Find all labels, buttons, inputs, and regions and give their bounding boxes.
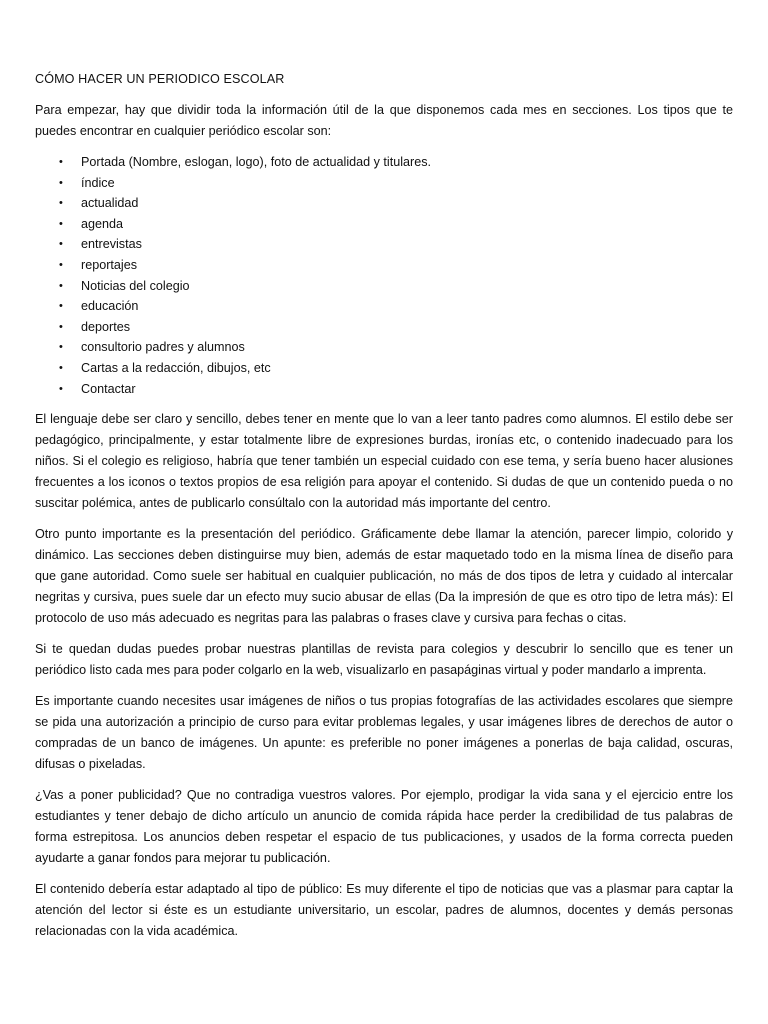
bullet-icon: • [59,197,63,210]
list-item [35,337,733,358]
presentation-paragraph: Otro punto importante es la presentación del periódico. Gráficamente debe llamar la atención, parecer limpio, colorido y dinámico. Las secciones deben distinguirse muy bien, además de estar maquetado todo en la misma línea de diseño para que gane autoridad. Como suele ser habitual en cualquier publicación, no más de dos tipos de letra y cuidado al intercalar negritas y cursiva, pues suele dar un efecto muy sucio abusar de ellas (Da la impresión de que es otro tipo de letra más): El protocolo de uso más adecuado es negritas para las palabras o frases clave y cursiva para fechas o citas. [35,527,733,626]
list-item-label: deportes [81,319,131,334]
list-item-label: consultorio padres y alumnos [81,340,245,355]
list-item [35,276,733,297]
templates-paragraph: Si te quedan dudas puedes probar nuestras plantillas de revista para colegios y descubrir lo sencillo que es tener un periódico listo cada mes para poder colgarlo en la web, visualizarlo en pasapáginas virtual y poder mandarlo a imprenta. [35,642,733,678]
list-item [35,379,733,400]
bullet-icon: • [59,258,63,271]
list-item-label: índice [81,175,115,190]
list-item-label: entrevistas [81,237,142,252]
list-item [35,255,733,276]
bullet-icon: • [59,176,63,189]
document-title: CÓMO HACER UN PERIODICO ESCOLAR [35,72,285,86]
bullet-icon: • [59,217,63,230]
intro-paragraph: Para empezar, hay que dividir toda la información útil de la que disponemos cada mes en secciones. Los tipos que te puedes encontrar en cualquier periódico escolar son: [35,103,733,138]
bullet-icon: • [59,361,63,374]
list-item [35,152,733,173]
bullet-icon: • [59,320,63,333]
audience-paragraph: El contenido debería estar adaptado al tipo de público: Es muy diferente el tipo de noticias que vas a plasmar para captar la atención del lector si éste es un estudiante universitario, un escolar, padres de alumnos, docentes y demás personas relacionadas con la vida académica. [35,882,733,939]
list-item-label: reportajes [81,257,138,272]
bullet-icon: • [59,156,63,168]
list-item [35,358,733,379]
document-body [35,69,733,952]
list-item-label: educación [81,299,139,314]
list-item-label: Cartas a la redacción, dibujos, etc [81,360,271,375]
bullet-icon: • [59,341,63,354]
bullet-icon: • [59,279,63,292]
list-item-label: actualidad [81,196,139,211]
bullet-icon: • [59,238,63,251]
list-item [35,173,733,194]
list-item-label: agenda [81,216,124,231]
list-item [35,214,733,235]
list-item [35,296,733,317]
list-item [35,234,733,255]
list-item-label: Contactar [81,381,136,396]
bullet-icon: • [59,382,63,395]
list-item [35,193,733,214]
sections-list [35,152,733,399]
images-paragraph: Es importante cuando necesites usar imágenes de niños o tus propias fotografías de las actividades escolares que siempre se pida una autorización a principio de curso para evitar problemas legales, y usar imágenes libres de derechos de autor o compradas de un banco de imágenes. Un apunte: es preferible no poner imágenes a ponerlas de baja calidad, oscuras, difusas o pixeladas. [35,694,733,772]
list-item-label: Portada (Nombre, eslogan, logo), foto de actualidad y titulares. [81,155,432,169]
advertising-paragraph: ¿Vas a poner publicidad? Que no contradiga vuestros valores. Por ejemplo, prodigar la vida sana y el ejercicio entre los estudiantes y tener debajo de dicho artículo un anuncio de comida rápida hace perder la credibilidad de tus palabras de forma estrepitosa. Los anuncios deben respetar el espacio de tus publicaciones, y usados de la forma correcta pueden ayudarte a ganar fondos para mejorar tu publicación. [35,788,733,866]
language-paragraph: El lenguaje debe ser claro y sencillo, debes tener en mente que lo van a leer tanto padres como alumnos. El estilo debe ser pedagógico, principalmente, y estar totalmente libre de expresiones burdas, ironías etc, o contenido inadecuado para los niños. Si el colegio es religioso, habría que tener también un especial cuidado con ese tema, y sería bueno hacer alusiones frecuentes a los iconos o textos propios de esa religión para apoyar el contenido. Si dudas de que un contenido pueda o no suscitar polémica, antes de publicarlo consúltalo con la autoridad más importante del centro. [35,412,733,511]
list-item-label: Noticias del colegio [81,278,190,293]
list-item [35,317,733,338]
bullet-icon: • [59,300,63,313]
